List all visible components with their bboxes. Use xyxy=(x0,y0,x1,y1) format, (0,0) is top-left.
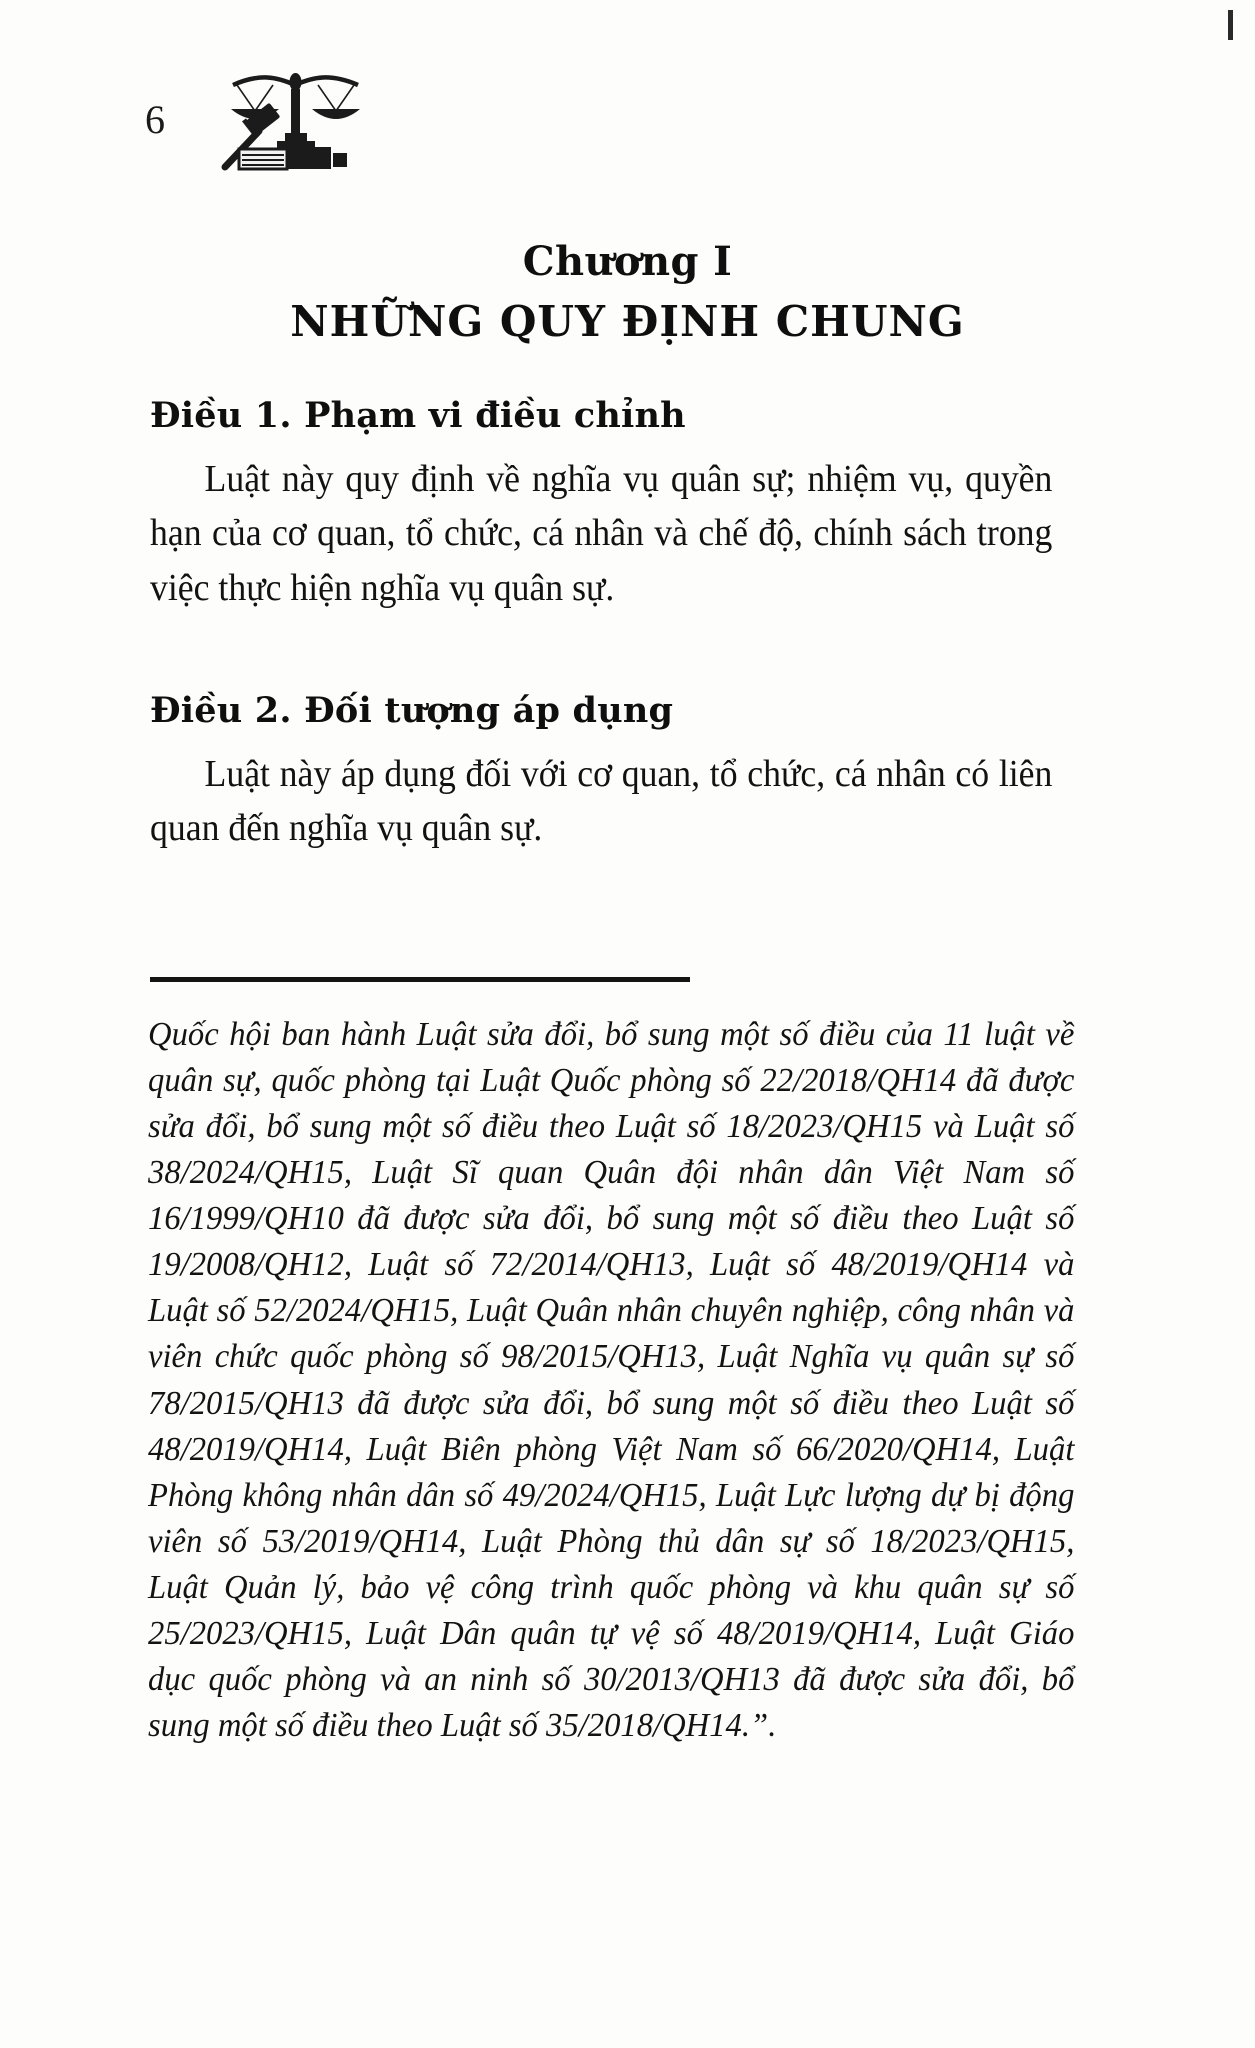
scales-of-justice-gavel-books-icon xyxy=(215,55,375,175)
article-1 xyxy=(150,395,1110,615)
article-1-heading: Điều 1. Phạm vi điều chỉnh xyxy=(150,395,686,436)
article-2-body: Luật này áp dụng đối với cơ quan, tổ chức, cá nhân có liên quan đến nghĩa vụ quân sự. xyxy=(150,753,1053,850)
chapter-block xyxy=(0,238,1255,346)
article-2 xyxy=(150,690,1110,856)
article-2-heading: Điều 2. Đối tượng áp dụng xyxy=(150,690,674,731)
article-1-body: Luật này quy định về nghĩa vụ quân sự; nhiệm vụ, quyền hạn của cơ quan, tổ chức, cá nhân và chế độ, chính sách trong việc thực hiện nghĩa vụ quân sự. xyxy=(150,458,1053,609)
footnote-text: Quốc hội ban hành Luật sửa đổi, bổ sung một số điều của 11 luật về quân sự, quốc phòng tại Luật Quốc phòng số 22/2018/QH14 đã được sửa đổi, bổ sung một số điều theo Luật số 18/2023/QH15 và Luật số 38/2024/QH15, Luật Sĩ quan Quân đội nhân dân Việt Nam số 16/1999/QH10 đã được sửa đổi, bổ sung một số điều theo Luật số 19/2008/QH12, Luật số 72/2014/QH13, Luật số 48/2019/QH14 và Luật số 52/2024/QH15, Luật Quân nhân chuyên nghiệp, công nhân và viên chức quốc phòng số 98/2015/QH13, Luật Nghĩa vụ quân sự số 78/2015/QH13 đã được sửa đổi, bổ sung một số điều theo Luật số 48/2019/QH14, Luật Biên phòng Việt Nam số 66/2020/QH14, Luật Phòng không nhân dân số 49/2024/QH15, Luật Lực lượng dự bị động viên số 53/2019/QH14, Luật Phòng thủ dân sự số 18/2023/QH15, Luật Quản lý, bảo vệ công trình quốc phòng và khu quân sự số 25/2023/QH15, Luật Dân quân tự vệ số 48/2019/QH14, Luật Giáo dục quốc phòng và an ninh số 30/2013/QH13 đã được sửa đổi, bổ sung một số điều theo Luật số 35/2018/QH14.”. xyxy=(148,1016,1075,1744)
chapter-label: Chương I xyxy=(522,238,733,285)
page-number: 6 xyxy=(145,97,165,142)
chapter-title: NHỮNG QUY ĐỊNH CHUNG xyxy=(290,297,965,346)
footnote-divider xyxy=(150,977,690,982)
page-edge-mark xyxy=(1228,10,1233,40)
page-header xyxy=(0,55,1255,185)
